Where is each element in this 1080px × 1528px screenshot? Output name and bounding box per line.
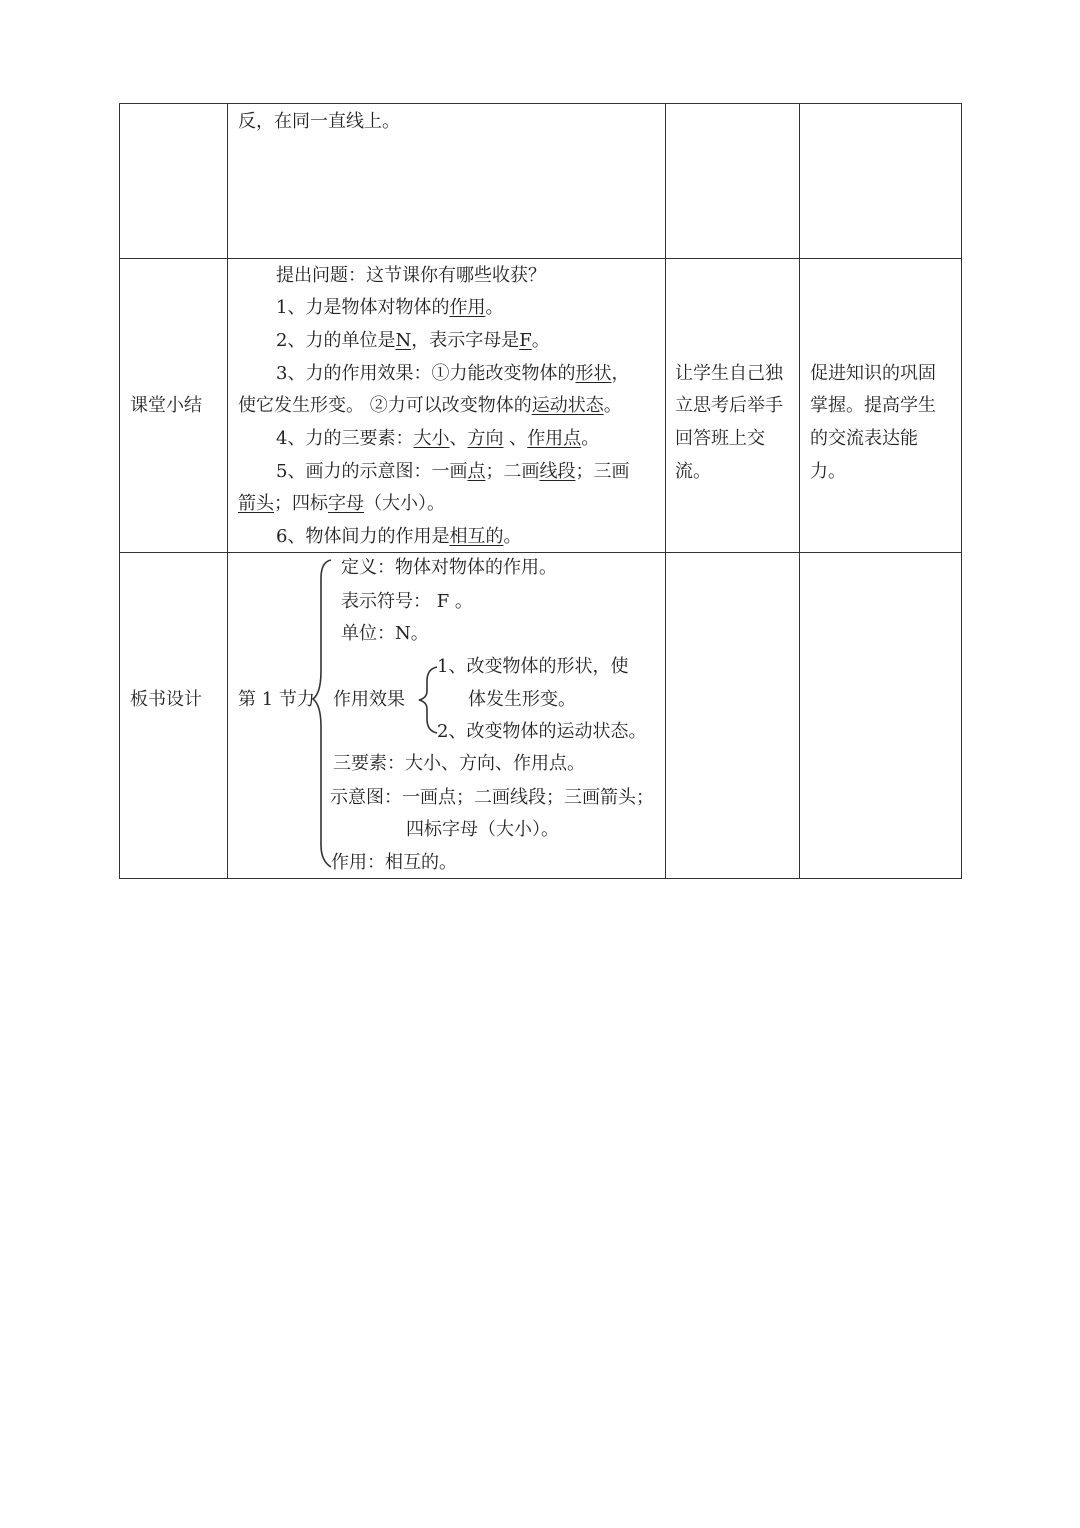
row1-content-line: 反，在同一直线上。	[238, 111, 400, 132]
board-unit: 单位：N。	[341, 623, 429, 644]
item-2-end: 。	[531, 330, 550, 351]
item-5-mid-1: ；二画	[485, 461, 540, 482]
student-line-3: 回答班上交	[675, 428, 765, 449]
student-line-2: 立思考后举手	[675, 395, 783, 416]
board-effect-1-line-2: 体发生形变。	[468, 689, 576, 710]
item-2-mid: ，表示字母是	[411, 330, 520, 351]
item-4-underlined-size: 大小	[413, 428, 450, 449]
board-effect-label: 作用效果	[333, 689, 405, 710]
item-3-line-2-text: 使它发生形变。 ②力可以改变物体的	[238, 395, 532, 416]
board-definition: 定义：物体对物体的作用。	[341, 557, 557, 578]
item-1-underlined: 作用	[449, 297, 486, 318]
item-3-text: 3、力的作用效果：①力能改变物体的	[276, 363, 576, 384]
item-4-underlined-point: 作用点	[527, 428, 582, 449]
item-3-end: 。	[603, 395, 622, 416]
item-2-underlined-letter: F	[519, 330, 532, 351]
item-5-end: （大小）。	[364, 493, 445, 514]
item-1-end: 。	[485, 297, 504, 318]
item-5-underlined-letter: 字母	[328, 493, 364, 514]
item-5-mid-2: ；三画	[575, 461, 630, 482]
purpose-line-4: 力。	[810, 461, 846, 482]
item-3-underlined-motion: 运动状态	[531, 395, 604, 416]
summary-question: 提出问题：这节课你有哪些收获？	[276, 265, 546, 286]
purpose-line-3: 的交流表达能	[810, 428, 918, 449]
item-5-underlined-arrow: 箭头	[238, 493, 274, 514]
item-6-underlined: 相互的	[449, 526, 504, 547]
item-4-text: 4、力的三要素：	[276, 428, 414, 449]
item-4-end: 。	[581, 428, 600, 449]
lesson-plan-table	[119, 103, 962, 879]
item-5-mid-3: ；四标	[274, 493, 328, 514]
blackboard-label: 板书设计	[130, 689, 202, 710]
summary-label: 课堂小结	[130, 395, 202, 416]
item-6-end: 。	[503, 526, 522, 547]
student-line-4: 流。	[675, 461, 711, 482]
item-3-comma: ，	[611, 363, 630, 384]
student-line-1: 让学生自己独	[675, 363, 783, 384]
board-root-title: 第 1 节力	[238, 689, 315, 710]
item-5-underlined-segment: 线段	[539, 461, 576, 482]
item-2-text: 2、力的单位是	[276, 330, 396, 351]
board-symbol: 表示符号： F 。	[341, 591, 473, 612]
item-1-text: 1、力是物体对物体的	[276, 297, 450, 318]
board-effect-2: 2、改变物体的运动状态。	[437, 721, 647, 742]
item-3-underlined-shape: 形状	[575, 363, 612, 384]
board-elements: 三要素：大小、方向、作用点。	[333, 753, 585, 774]
purpose-line-2: 掌握。提高学生	[810, 395, 936, 416]
item-4-underlined-direction: 方向	[467, 428, 504, 449]
board-effect-1-line-1: 1、改变物体的形状，使	[437, 656, 629, 677]
purpose-line-1: 促进知识的巩固	[810, 363, 936, 384]
item-5-text: 5、画力的示意图：一画	[276, 461, 468, 482]
board-interaction: 作用：相互的。	[331, 852, 457, 873]
board-diagram-line-1: 示意图：一画点；二画线段；三画箭头；	[330, 787, 654, 808]
item-6-text: 6、物体间力的作用是	[276, 526, 450, 547]
item-4-sep-2: 、	[503, 428, 528, 449]
item-4-sep-1: 、	[449, 428, 468, 449]
board-diagram-line-2: 四标字母（大小）。	[406, 819, 559, 840]
item-5-underlined-point: 点	[467, 461, 486, 482]
item-2-underlined-unit: N	[395, 330, 412, 351]
